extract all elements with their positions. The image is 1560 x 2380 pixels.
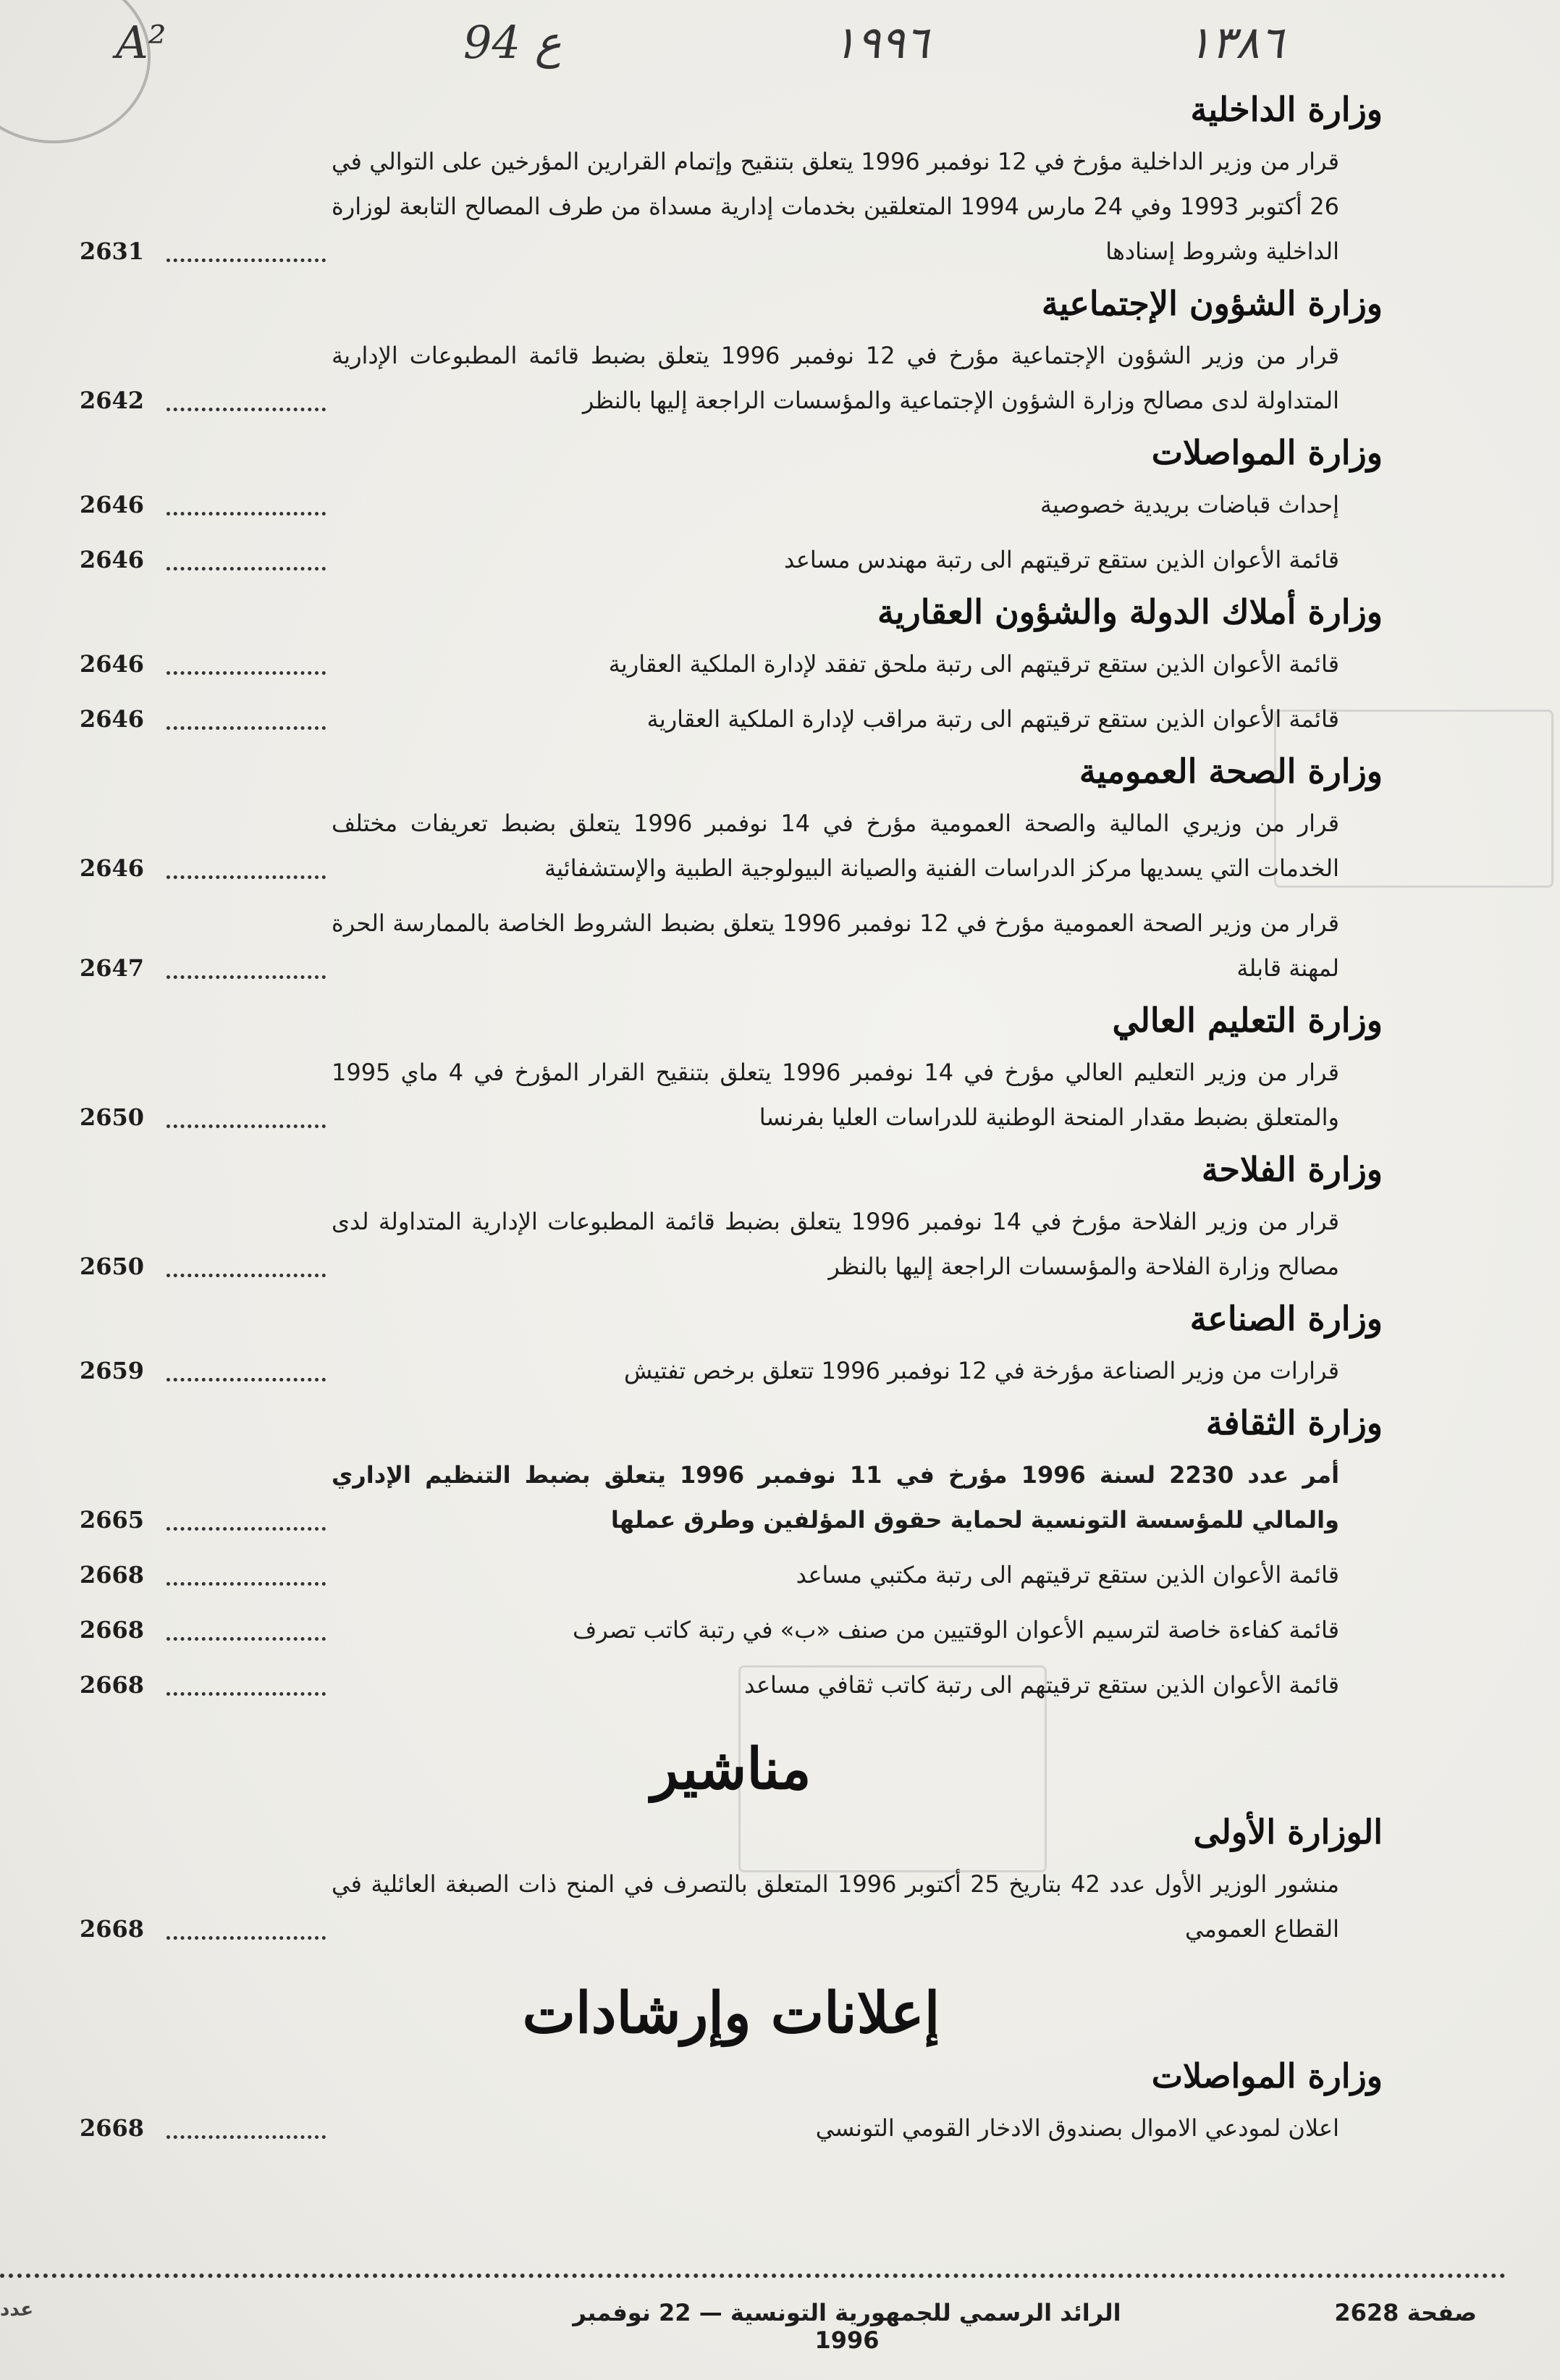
entry-page-number: 2668 — [80, 1671, 145, 1699]
section-title: وزارة المواصلات — [1151, 2056, 1383, 2095]
leader-dots — [166, 2111, 326, 2139]
leader-dots — [166, 1100, 326, 1128]
toc-entry[interactable] — [80, 1452, 1383, 1542]
handwritten-note: A² — [116, 16, 166, 69]
toc-entry[interactable] — [80, 2106, 1383, 2150]
entry-text: قرار من وزير الداخلية مؤرخ في 12 نوفمبر 1996 يتعلق بتنقيح وإتمام القرارين المؤرخين على التوالي في 26 أكتوبر 1993 وفي 24 مارس 1994 المتعلقين بخدمات إدارية مسداة من طرف المصالح التابعة لوزارة الداخلية وشروط إسنادها — [332, 148, 1340, 265]
entry-page-number: 2668 — [80, 2114, 145, 2142]
footer-page-number: صفحة 2628 — [1334, 2299, 1477, 2326]
toc-entry[interactable] — [80, 1199, 1383, 1289]
handwritten-note: 94 ع — [463, 16, 562, 69]
toc-entry[interactable] — [80, 537, 1383, 582]
handwritten-note: ١٣٨٦ — [1187, 16, 1284, 69]
leader-dots — [166, 1502, 326, 1531]
entry-page-number: 2650 — [80, 1103, 145, 1131]
entry-page-number: 2650 — [80, 1253, 145, 1280]
section-title: وزارة أملاك الدولة والشؤون العقارية — [877, 592, 1383, 631]
section-higher-education — [80, 1001, 1383, 1140]
notices-part — [80, 1980, 1383, 2150]
entry-text: منشور الوزير الأول عدد 42 بتاريخ 25 أكتوبر 1996 المتعلق بالتصرف في المنح ذات الصبغة العائلية في القطاع العمومي — [332, 1870, 1340, 1943]
section-title: وزارة المواصلات — [1151, 433, 1383, 472]
leader-dots — [166, 951, 326, 979]
entry-text: قرار من وزير الشؤون الإجتماعية مؤرخ في 12 نوفمبر 1996 يتعلق بضبط قائمة المطبوعات الإدارية المتداولة لدى مصالح وزارة الشؤون الإجتماعية والمؤسسات الراجعة إليها بالنظر — [332, 342, 1340, 414]
entry-text: قائمة الأعوان الذين ستقع ترقيتهم الى رتبة كاتب ثقافي مساعد — [744, 1671, 1339, 1699]
leader-dots — [166, 1668, 326, 1696]
entry-page-number: 2668 — [80, 1915, 145, 1943]
circulars-heading: مناشير — [651, 1736, 811, 1802]
leader-dots — [166, 383, 326, 411]
toc-entry[interactable] — [80, 1662, 1383, 1707]
footer-edge-text: عدد — [0, 2299, 34, 2321]
handwritten-note: ١٩٩٦ — [832, 16, 929, 69]
section-title: وزارة الصحة العمومية — [1079, 752, 1383, 791]
entry-page-number: 2631 — [80, 237, 145, 265]
leader-dots — [166, 1912, 326, 1940]
entry-page-number: 2665 — [80, 1506, 145, 1534]
section-industry — [80, 1299, 1383, 1393]
leader-dots — [166, 1612, 326, 1641]
entry-text: قرار من وزيري المالية والصحة العمومية مؤرخ في 14 نوفمبر 1996 يتعلق بضبط تعريفات مختلف الخدمات التي يسديها مركز الدراسات الفنية والصيانة البيولوجية الطبية والإستشفائية — [332, 810, 1339, 882]
entry-text: إحداث قباضات بريدية خصوصية — [1040, 491, 1339, 518]
toc-entry[interactable] — [80, 482, 1383, 527]
leader-dots — [166, 1353, 326, 1382]
entry-page-number: 2668 — [80, 1561, 145, 1589]
section-title: وزارة الصناعة — [1189, 1299, 1383, 1338]
entry-text: قرار من وزير الفلاحة مؤرخ في 14 نوفمبر 1996 يتعلق بضبط قائمة المطبوعات الإدارية المتداولة لدى مصالح وزارة الفلاحة والمؤسسات الراجعة إليها بالنظر — [332, 1208, 1340, 1280]
entry-text: قائمة كفاءة خاصة لترسيم الأعوان الوقتيين من صنف «ب» في رتبة كاتب تصرف — [573, 1616, 1339, 1644]
entry-text: قائمة الأعوان الذين ستقع ترقيتهم الى رتبة مراقب لإدارة الملكية العقارية — [646, 705, 1339, 733]
toc-entry[interactable] — [80, 1348, 1383, 1393]
entry-page-number: 2646 — [80, 854, 145, 882]
table-of-contents — [80, 80, 1383, 2161]
entry-page-number: 2647 — [80, 954, 145, 982]
leader-dots — [166, 234, 326, 262]
toc-entry[interactable] — [80, 697, 1383, 741]
toc-entry[interactable] — [80, 1862, 1383, 1951]
section-title: الوزارة الأولى — [1193, 1812, 1383, 1851]
entry-page-number: 2642 — [80, 387, 145, 414]
leader-dots — [166, 1249, 326, 1277]
notices-heading: إعلانات وإرشادات — [522, 1980, 940, 2046]
toc-entry[interactable] — [80, 1607, 1383, 1652]
section-state-property — [80, 592, 1383, 741]
entry-text: قائمة الأعوان الذين ستقع ترقيتهم الى رتبة مهندس مساعد — [784, 546, 1339, 573]
entry-page-number: 2668 — [80, 1616, 145, 1644]
leader-dots — [166, 1557, 326, 1586]
entry-page-number: 2646 — [80, 705, 145, 733]
footer-journal-title: الرائد الرسمي للجمهورية التونسية — 22 نوفمبر 1996 — [573, 2299, 1121, 2354]
section-title: وزارة الفلاحة — [1201, 1150, 1383, 1189]
entry-page-number: 2646 — [80, 650, 145, 678]
section-agriculture — [80, 1150, 1383, 1289]
entry-text: اعلان لمودعي الاموال بصندوق الادخار القومي التونسي — [815, 2114, 1339, 2142]
circulars-part — [80, 1736, 1383, 1951]
section-communications — [80, 433, 1383, 582]
leader-dots — [166, 542, 326, 571]
entry-text: أمر عدد 2230 لسنة 1996 مؤرخ في 11 نوفمبر 1996 يتعلق بضبط التنظيم الإداري والمالي للمؤسسة التونسية لحماية حقوق المؤلفين وطرق عملها — [332, 1461, 1340, 1534]
toc-entry[interactable] — [80, 139, 1383, 274]
page-footer — [0, 2299, 1477, 2354]
section-title: وزارة الشؤون الإجتماعية — [1041, 284, 1383, 323]
entry-page-number: 2659 — [80, 1357, 145, 1384]
entry-text: قرارات من وزير الصناعة مؤرخة في 12 نوفمبر 1996 تتعلق برخص تفتيش — [624, 1357, 1339, 1384]
section-social-affairs — [80, 284, 1383, 423]
entry-text: قائمة الأعوان الذين ستقع ترقيتهم الى رتبة ملحق تفقد لإدارة الملكية العقارية — [608, 650, 1339, 678]
leader-dots — [166, 702, 326, 730]
section-public-health — [80, 752, 1383, 991]
toc-entry[interactable] — [80, 333, 1383, 423]
footer-rule — [0, 2274, 1506, 2278]
entry-text: قرار من وزير التعليم العالي مؤرخ في 14 نوفمبر 1996 يتعلق بتنقيح القرار المؤرخ في 4 ماي 1995 والمتعلق بضبط مقدار المنحة الوطنية للدراسات العليا بفرنسا — [332, 1059, 1340, 1131]
section-title: وزارة الداخلية — [1190, 90, 1383, 129]
toc-entry[interactable] — [80, 901, 1383, 991]
toc-entry[interactable] — [80, 1050, 1383, 1140]
section-interior — [80, 90, 1383, 274]
leader-dots — [166, 851, 326, 879]
section-title: وزارة التعليم العالي — [1112, 1001, 1383, 1040]
section-culture — [80, 1403, 1383, 1707]
toc-entry[interactable] — [80, 1552, 1383, 1597]
entry-page-number: 2646 — [80, 546, 145, 573]
entry-page-number: 2646 — [80, 491, 145, 518]
entry-text: قائمة الأعوان الذين ستقع ترقيتهم الى رتبة مكتبي مساعد — [796, 1561, 1339, 1589]
toc-entry[interactable] — [80, 642, 1383, 686]
toc-entry[interactable] — [80, 801, 1383, 891]
section-title: وزارة الثقافة — [1205, 1403, 1383, 1442]
leader-dots — [166, 487, 326, 516]
leader-dots — [166, 647, 326, 675]
entry-text: قرار من وزير الصحة العمومية مؤرخ في 12 نوفمبر 1996 يتعلق بضبط الشروط الخاصة بالممارسة الحرة لمهنة قابلة — [332, 909, 1340, 982]
